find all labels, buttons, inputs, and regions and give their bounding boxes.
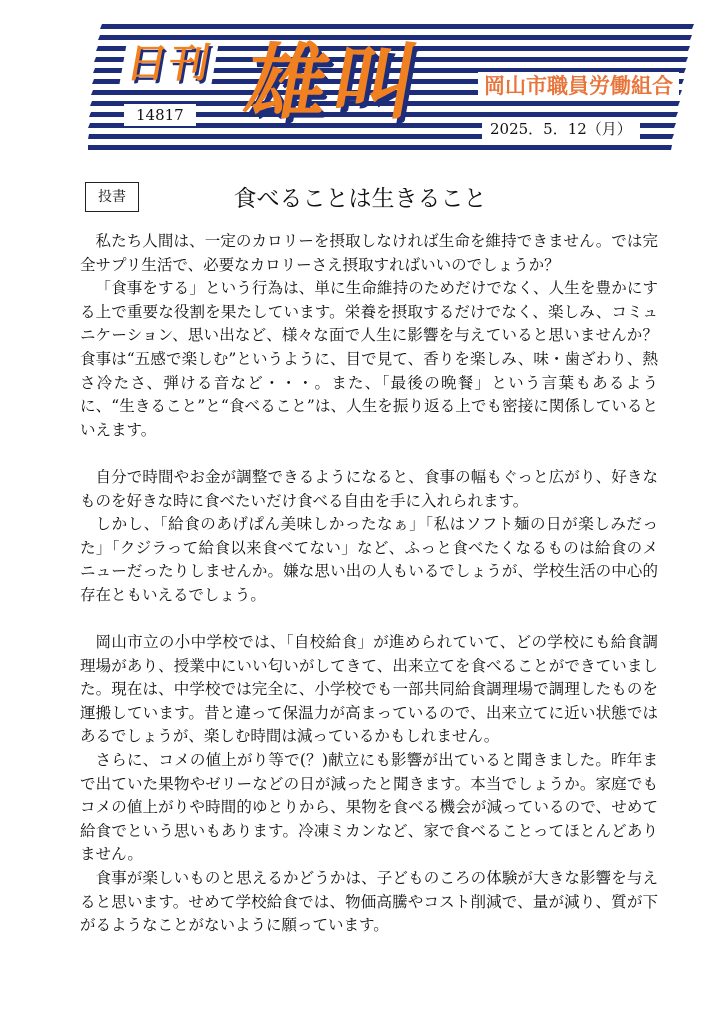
- article-label: 投書: [85, 182, 139, 212]
- organization-name: 岡山市職員労働組合: [478, 72, 679, 100]
- paragraph: 岡山市立の小中学校では、「自校給食」が進められていて、どの学校にも給食調理場があり、授業中にいい匂いがしてきて、出来立てを食べることができていました。現在は、中学校では完全に、小学校でも一部共同給食調理場で調理したものを運搬しています。昔と違って保温力が高まっているので、出来立てに近い状態ではあるでしょうが、楽しむ時間は減っているかもしれません。: [80, 633, 658, 746]
- paragraph: 自分で時間やお金が調整できるようになると、食事の幅もぐっと広がり、好きなものを好きな時に食べたいだけ食べる自由を手に入れられます。: [80, 467, 658, 510]
- logo-otakebi: 雄叫: [237, 36, 431, 131]
- paragraph: さらに、コメの値上がり等で(？)献立にも影響が出ていると聞きました。昨年まで出ていた果物やゼリーなどの日が減ったと聞きます。本当でしょうか。家庭でもコメの値上がりや時間的ゆとりから、果物を食べる機会が減っているので、せめて給食でという思いもあります。冷凍ミカンなど、家で食べることってほとんどありません。: [80, 751, 658, 864]
- issue-number: 14817: [124, 104, 196, 126]
- logo-nikkan: 日刊: [119, 40, 219, 88]
- masthead: [88, 24, 694, 152]
- article-body: [80, 230, 658, 938]
- paragraph: 私たち人間は、一定のカロリーを摂取しなければ生命を維持できません。では完全サプリ生活で、必要なカロリーさえ摂取すればいいのでしょうか？: [80, 232, 658, 274]
- paragraph: しかし、「給食のあげぱん美味しかったなぁ」「私はソフト麺の日が楽しみだった」「クジラって給食以来食べてない」など、ふっと食べたくなるものは給食のメニューだったりしませんか。嫌な思い出の人もいるでしょうが、学校生活の中心的存在ともいえるでしょう。: [80, 515, 658, 604]
- issue-date: 2025．5．12（月）: [482, 118, 640, 140]
- paragraph: 「食事をする」という行為は、単に生命維持のためだけでなく、人生を豊かにする上で重要な役割を果たしています。栄養を摂取するだけでなく、楽しみ、コミュニケーション、思い出など、様々な面で人生に影響を与えていると思いませんか？食事は“五感で楽しむ”というように、目で見て、香りを楽しみ、味・歯ざわり、熱さ冷たさ、弾ける音など・・・。また、「最後の晩餐」という言葉もあるように、“生きること”と“食べること”は、人生を振り返る上でも密接に関係しているといえます。: [80, 279, 658, 439]
- article-title: 食べることは生きること: [233, 186, 487, 212]
- paragraph: 食事が楽しいものと思えるかどうかは、子どものころの体験が大きな影響を与えると思います。せめて学校給食では、物価高騰やコスト削減で、量が減り、質が下がるようなことがないように願っています。: [80, 869, 658, 935]
